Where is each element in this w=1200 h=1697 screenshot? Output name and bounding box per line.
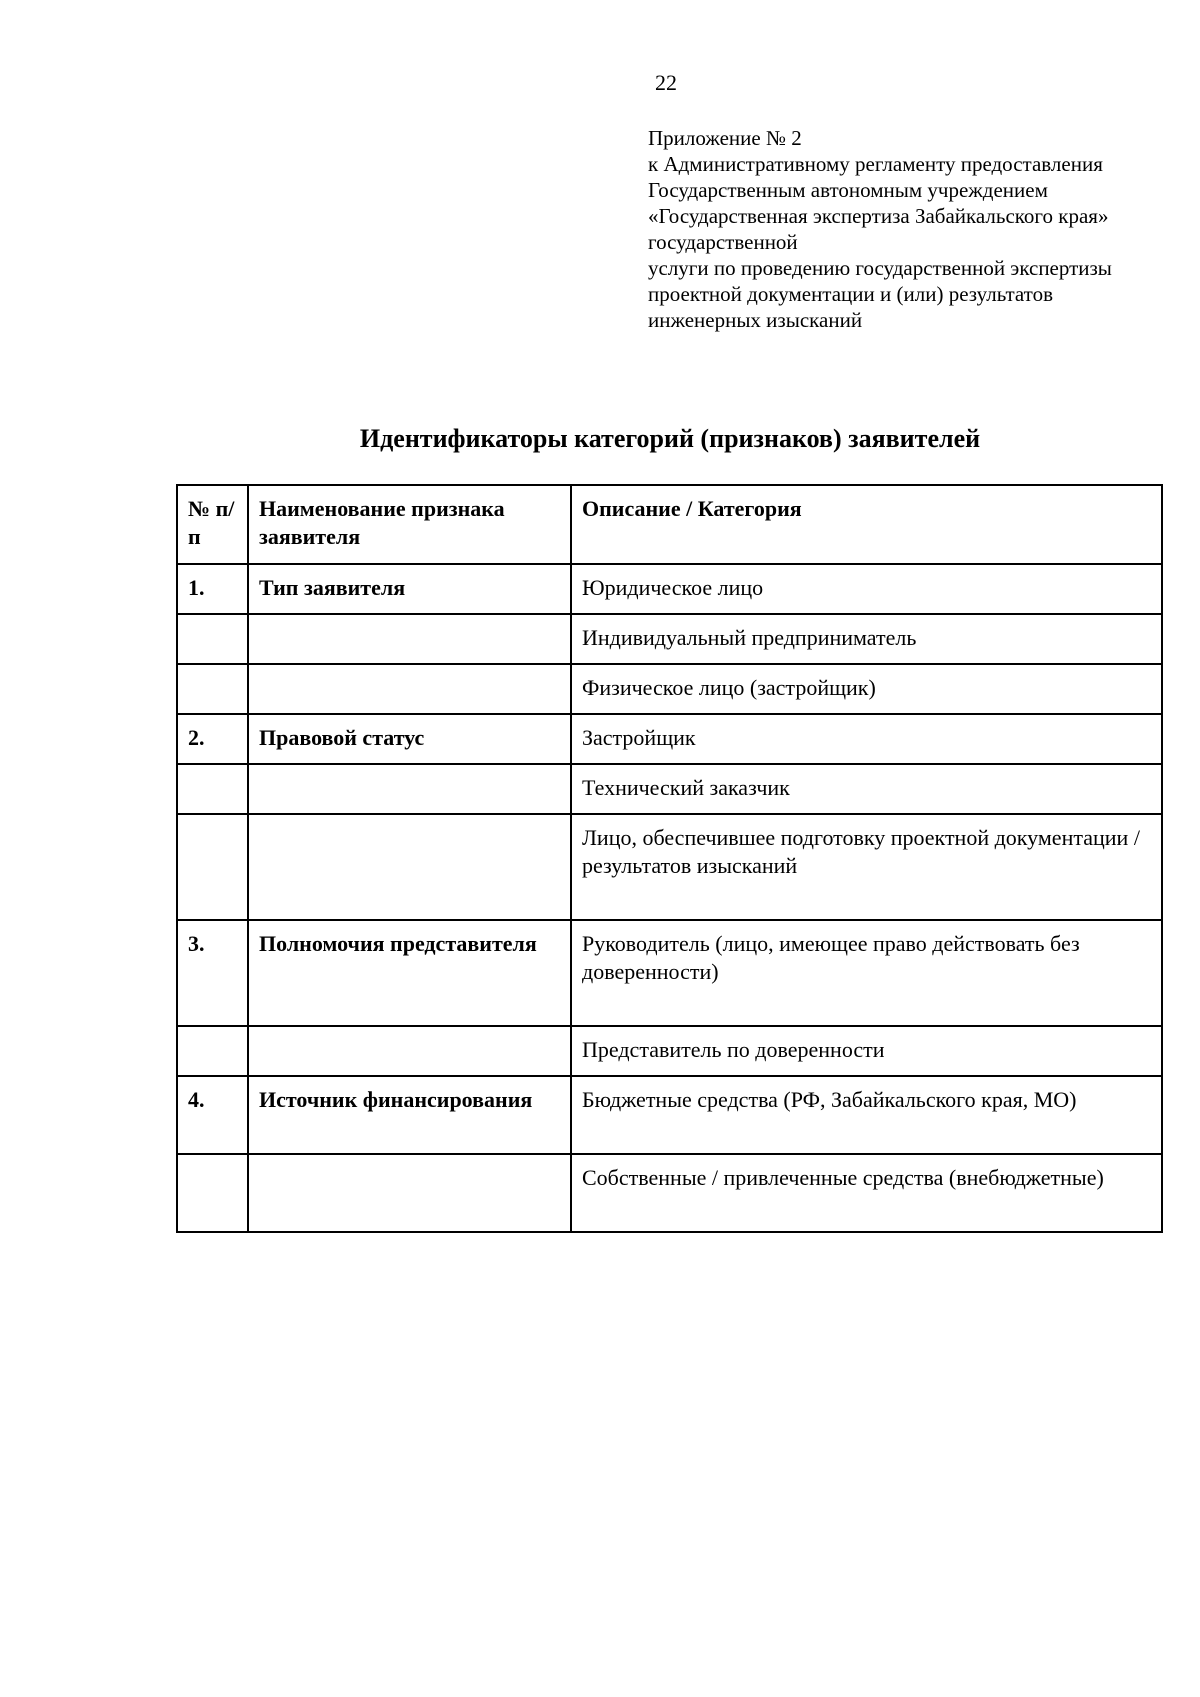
appendix-line: «Государственная экспертиза Забайкальского края» xyxy=(648,204,1109,228)
row-description: Застройщик xyxy=(571,714,1162,764)
row-name: Полномочия представителя xyxy=(248,920,571,1026)
row-number: 4. xyxy=(177,1076,248,1154)
appendix-line: Государственным автономным учреждением xyxy=(648,178,1048,202)
table-row xyxy=(177,764,1162,814)
row-description: Индивидуальный предприниматель xyxy=(571,614,1162,664)
table-row xyxy=(177,714,1162,764)
row-name xyxy=(248,1154,571,1232)
row-number: 2. xyxy=(177,714,248,764)
page-number: 22 xyxy=(655,70,677,95)
header-number: № п/п xyxy=(177,485,248,564)
appendix-line: инженерных изысканий xyxy=(648,308,863,332)
row-name xyxy=(248,1026,571,1076)
table-row xyxy=(177,1076,1162,1154)
appendix-header xyxy=(648,125,1168,333)
appendix-line: к Административному регламенту предоставления xyxy=(648,152,1103,176)
table-row xyxy=(177,814,1162,920)
row-description: Представитель по доверенности xyxy=(571,1026,1162,1076)
header-name: Наименование признака заявителя xyxy=(248,485,571,564)
row-number xyxy=(177,764,248,814)
row-description: Лицо, обеспечившее подготовку проектной документации / результатов изысканий xyxy=(571,814,1162,920)
row-number xyxy=(177,1026,248,1076)
document-title: Идентификаторы категорий (признаков) заявителей xyxy=(359,424,981,453)
appendix-line: услуги по проведению государственной экспертизы xyxy=(648,256,1112,280)
table-row xyxy=(177,1026,1162,1076)
row-description: Юридическое лицо xyxy=(571,564,1162,614)
row-name xyxy=(248,664,571,714)
header-description: Описание / Категория xyxy=(571,485,1162,564)
table-row xyxy=(177,664,1162,714)
row-description: Собственные / привлеченные средства (внебюджетные) xyxy=(571,1154,1162,1232)
row-name: Правовой статус xyxy=(248,714,571,764)
row-description: Физическое лицо (застройщик) xyxy=(571,664,1162,714)
table-row xyxy=(177,564,1162,614)
appendix-line: проектной документации и (или) результатов xyxy=(648,282,1053,306)
row-description: Руководитель (лицо, имеющее право действовать без доверенности) xyxy=(571,920,1162,1026)
row-number xyxy=(177,1154,248,1232)
row-name xyxy=(248,614,571,664)
table-header-row xyxy=(177,485,1162,564)
row-number: 3. xyxy=(177,920,248,1026)
row-name xyxy=(248,764,571,814)
row-name xyxy=(248,814,571,920)
row-name: Источник финансирования xyxy=(248,1076,571,1154)
appendix-line: Приложение № 2 xyxy=(648,126,802,150)
row-number: 1. xyxy=(177,564,248,614)
row-number xyxy=(177,664,248,714)
row-description: Бюджетные средства (РФ, Забайкальского края, МО) xyxy=(571,1076,1162,1154)
identifiers-table xyxy=(176,484,1163,1233)
row-name: Тип заявителя xyxy=(248,564,571,614)
row-description: Технический заказчик xyxy=(571,764,1162,814)
appendix-line: государственной xyxy=(648,230,798,254)
row-number xyxy=(177,814,248,920)
table-row xyxy=(177,920,1162,1026)
row-number xyxy=(177,614,248,664)
table-row xyxy=(177,1154,1162,1232)
table-row xyxy=(177,614,1162,664)
